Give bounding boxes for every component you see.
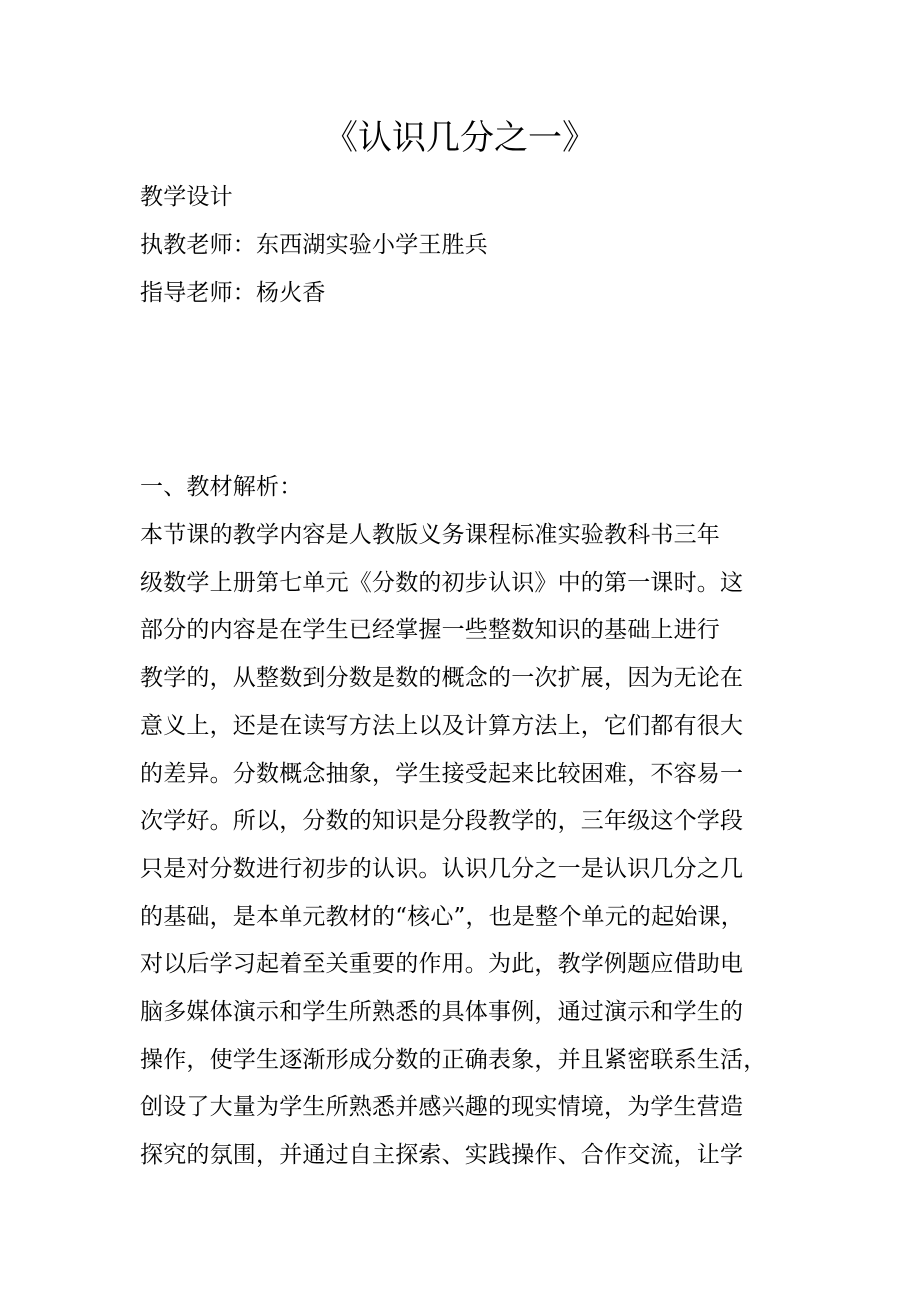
- paragraph-line: 本节课的教学内容是人教版义务课程标准实验教科书三年: [140, 522, 720, 548]
- paragraph-line: 意义上，还是在读写方法上以及计算方法上，它们都有很大: [140, 712, 744, 739]
- paragraph-line: 创设了大量为学生所熟悉并感兴趣的现实情境，为学生营造: [140, 1094, 744, 1121]
- paragraph-line: 只是对分数进行初步的认识。认识几分之一是认识几分之几: [140, 855, 744, 882]
- paragraph-line: 级数学上册第七单元《分数的初步认识》中的第一课时。这: [140, 569, 744, 596]
- paragraph-line: 脑多媒体演示和学生所熟悉的具体事例，通过演示和学生的: [140, 999, 744, 1025]
- paragraph-line: 对以后学习起着至关重要的作用。为此，教学例题应借助电: [140, 951, 744, 978]
- paragraph-line: 教学的，从整数到分数是数的概念的一次扩展，因为无论在: [140, 665, 744, 692]
- paragraph-line: 次学好。所以，分数的知识是分段教学的，三年级这个学段: [140, 808, 744, 835]
- advisor-line: 指导老师：杨火香: [140, 280, 326, 306]
- paragraph-line: 部分的内容是在学生已经掌握一些整数知识的基础上进行: [140, 617, 720, 644]
- document-title: 《认识几分之一》: [324, 118, 596, 158]
- teacher-line: 执教老师：东西湖实验小学王胜兵: [140, 232, 488, 258]
- paragraph-line: 的基础，是本单元教材的“核心”，也是整个单元的起始课，: [140, 903, 744, 930]
- paragraph-line: 操作，使学生逐渐形成分数的正确表象，并且紧密联系生活，: [140, 1046, 767, 1073]
- paragraph-line: 的差异。分数概念抽象，学生接受起来比较困难，不容易一: [140, 760, 744, 787]
- section-heading: 一、教材解析：: [140, 474, 303, 500]
- paragraph-line: 探究的氛围，并通过自主探索、实践操作、合作交流，让学: [140, 1142, 744, 1169]
- subtitle: 教学设计: [140, 184, 233, 210]
